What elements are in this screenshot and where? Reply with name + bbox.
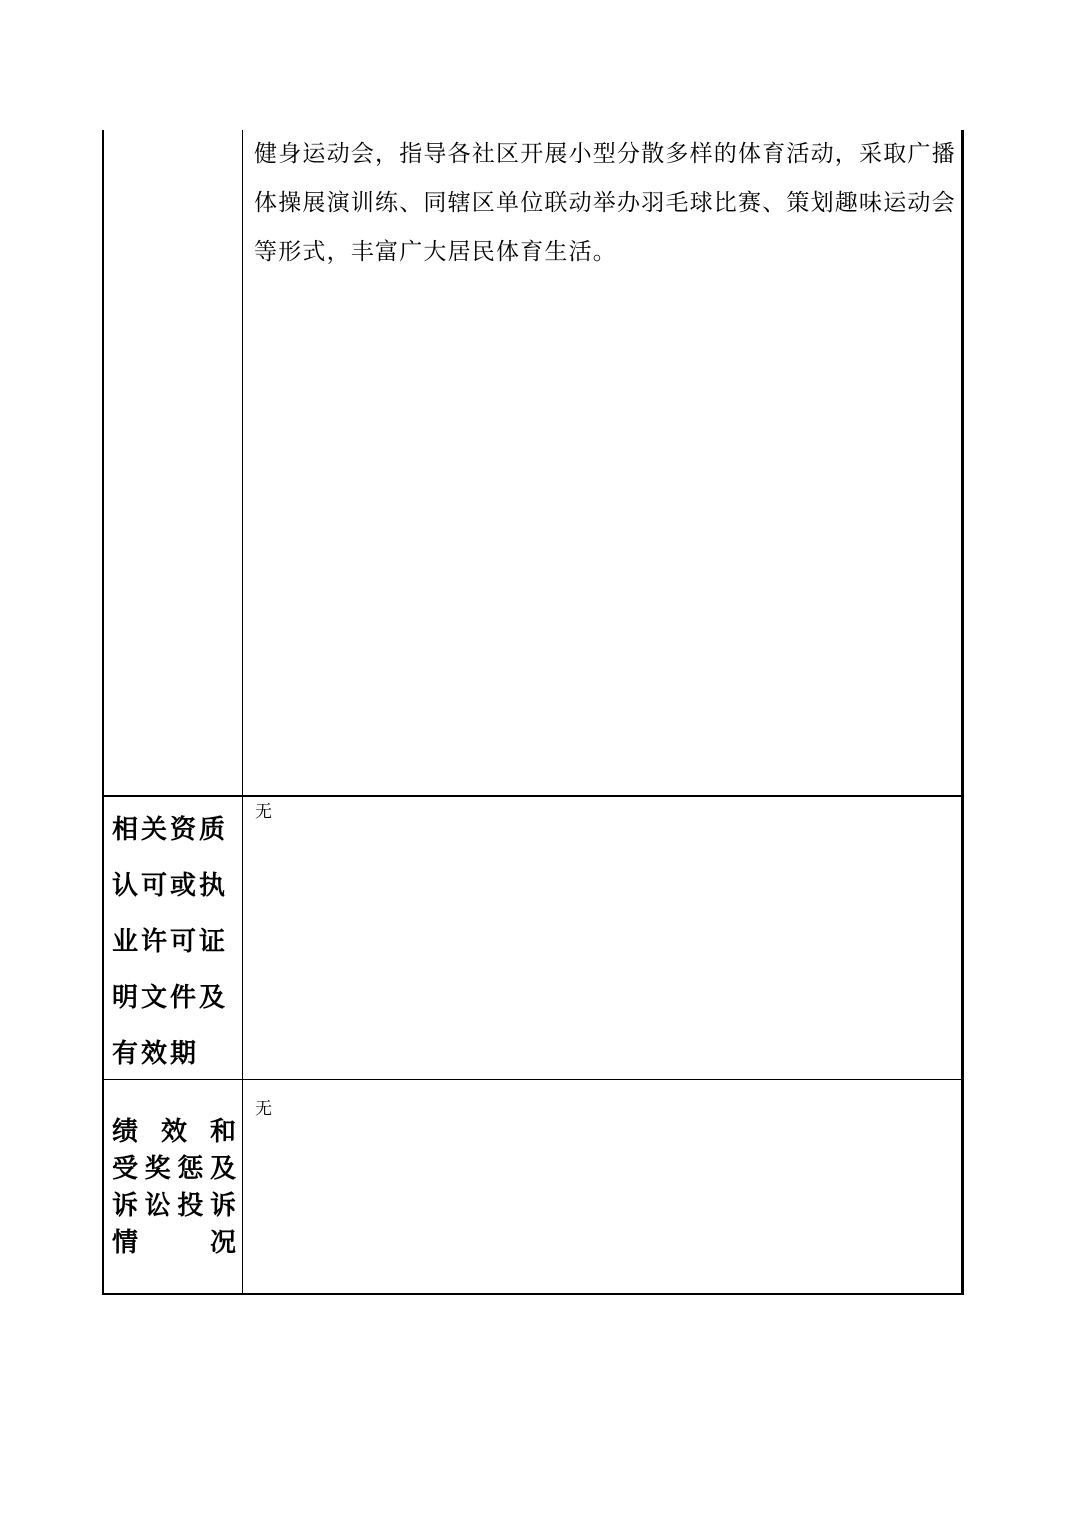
label-char: 及 (209, 1154, 236, 1184)
label-char: 惩 (177, 1154, 204, 1184)
label-char: 诉 (112, 1191, 139, 1221)
label-char: 况 (209, 1228, 236, 1258)
info-table (102, 130, 964, 1295)
label-char: 诉 (209, 1191, 236, 1221)
qualification-label-line: 有效期 (112, 1039, 200, 1069)
performance-label-line (112, 1114, 236, 1151)
performance-value: 无 (255, 1099, 272, 1119)
qualification-label-line: 明文件及 (112, 983, 229, 1013)
label-char: 和 (209, 1117, 236, 1147)
table-right-border (961, 130, 964, 1295)
label-char: 受 (112, 1154, 139, 1184)
row-divider (102, 795, 964, 797)
label-char: 奖 (144, 1154, 171, 1184)
performance-label-line (112, 1188, 236, 1225)
qualification-label (112, 802, 236, 1082)
continued-content-text: 健身运动会，指导各社区开展小型分散多样的体育活动，采取广播体操展演训练、同辖区单位联动举办羽毛球比赛、策划趣味运动会等形式，丰富广大居民体育生活。 (254, 141, 956, 265)
performance-label-line (112, 1225, 236, 1262)
performance-label (112, 1114, 236, 1262)
qualification-label-line: 业许可证 (112, 927, 229, 957)
label-char: 效 (160, 1117, 187, 1147)
table-bottom-border (102, 1293, 964, 1295)
qualification-label-line: 认可或执 (112, 871, 229, 901)
label-char: 投 (177, 1191, 204, 1221)
label-char: 绩 (112, 1117, 139, 1147)
qualification-label-line: 相关资质 (112, 815, 229, 845)
label-char: 讼 (144, 1191, 171, 1221)
performance-label-line (112, 1151, 236, 1188)
label-char: 情 (112, 1228, 139, 1258)
table-column-divider (242, 130, 243, 1295)
qualification-value: 无 (255, 802, 272, 822)
table-left-border (102, 130, 104, 1295)
